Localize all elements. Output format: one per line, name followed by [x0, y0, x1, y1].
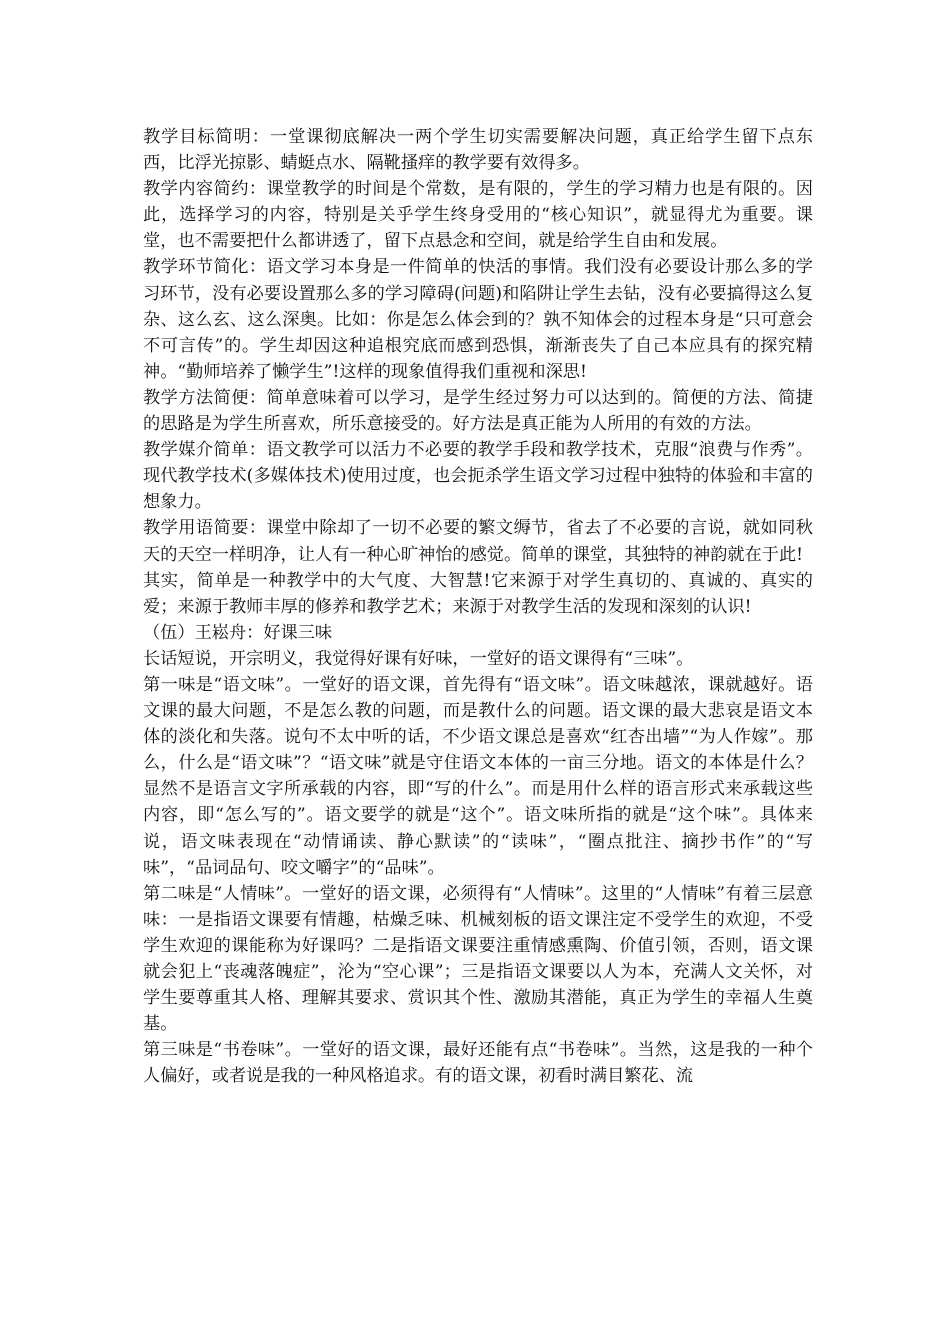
paragraph-teaching-steps: 教学环节简化：语文学习本身是一件简单的快活的事情。我们没有必要设计那么多的学习环节，没有必要设置那么多的学习障碍(问题)和陷阱让学生去钻，没有必要搞得这么复杂、这么玄、这么深奥。比如：你是怎么体会到的？孰不知体会的过程本身是“只可意会不可言传”的。学生却因这种追根究底而感到恐惧，渐渐丧失了自己本应具有的探究精神。“勤师培养了懒学生”!这样的现象值得我们重视和深思! [143, 257, 813, 382]
paragraph-first-flavor: 第一味是“语文味”。一堂好的语文课，首先得有“语文味”。语文味越浓，课就越好。语文课的最大问题，不是怎么教的问题，而是教什么的问题。语文课的最大悲哀是语文本体的淡化和失落。说句不太中听的话，不少语文课总是喜欢“红杏出墙”“为人作嫁”。那么，什么是“语文味”？“语文味”就是守住语文本体的一亩三分地。语文的本体是什么？显然不是语言文字所承载的内容，即“写的什么”。而是用什么样的语言形式来承载这些内容，即“怎么写的”。语文要学的就是“这个”。语文味所指的就是“这个味”。具体来说，语文味表现在“动情诵读、静心默读”的“读味”，“圈点批注、摘抄书作”的“写味”，“品词品句、咬文嚼字”的“品味”。 [143, 674, 813, 878]
paragraph-teaching-methods: 教学方法简便：简单意味着可以学习，是学生经过努力可以达到的。简便的方法、简捷的思路是为学生所喜欢，所乐意接受的。好方法是真正能为人所用的有效的方法。 [143, 387, 813, 435]
section-heading: （伍）王崧舟：好课三味 [143, 622, 333, 643]
paragraph-second-flavor: 第二味是“人情味”。一堂好的语文课，必须得有“人情味”。这里的“人情味”有着三层意味：一是指语文课要有情趣，枯燥乏味、机械刻板的语文课注定不受学生的欢迎，不受学生欢迎的课能称为好课吗？二是指语文课要注重情感熏陶、价值引领，否则，语文课就会犯上“丧魂落魄症”，沦为“空心课”；三是指语文课要以人为本，充满人文关怀，对学生要尊重其人格、理解其要求、赏识其个性、激励其潜能，真正为学生的幸福人生奠基。 [143, 883, 813, 1035]
paragraph-teaching-content: 教学内容简约：课堂教学的时间是个常数，是有限的，学生的学习精力也是有限的。因此，选择学习的内容，特别是关乎学生终身受用的“核心知识”，就显得尤为重要。课堂，也不需要把什么都讲透了，留下点悬念和空间，就是给学生自由和发展。 [143, 179, 813, 252]
paragraph-intro: 长话短说，开宗明义，我觉得好课有好味，一堂好的语文课得有“三味”。 [143, 648, 694, 669]
paragraph-summary: 其实，简单是一种教学中的大气度、大智慧!它来源于对学生真切的、真诚的、真实的爱；来源于教师丰厚的修养和教学艺术；来源于对教学生活的发现和深刻的认识! [143, 570, 813, 617]
paragraph-third-flavor: 第三味是“书卷味”。一堂好的语文课，最好还能有点“书卷味”。当然，这是我的一种个人偏好，或者说是我的一种风格追求。有的语文课，初看时满目繁花、流 [143, 1040, 813, 1087]
paragraph-teaching-goals: 教学目标简明：一堂课彻底解决一两个学生切实需要解决问题，真正给学生留下点东西，比浮光掠影、蜻蜓点水、隔靴搔痒的教学要有效得多。 [143, 127, 813, 174]
document-body [143, 124, 813, 1089]
paragraph-teaching-language: 教学用语简要：课堂中除却了一切不必要的繁文缛节，省去了不必要的言说，就如同秋天的天空一样明净，让人有一种心旷神怡的感觉。简单的课堂，其独特的神韵就在于此! [143, 518, 813, 565]
paragraph-teaching-media: 教学媒介简单：语文教学可以活力不必要的教学手段和教学技术，克服“浪费与作秀”。现代教学技术(多媒体技术)使用过度，也会扼杀学生语文学习过程中独特的体验和丰富的想象力。 [143, 440, 813, 513]
